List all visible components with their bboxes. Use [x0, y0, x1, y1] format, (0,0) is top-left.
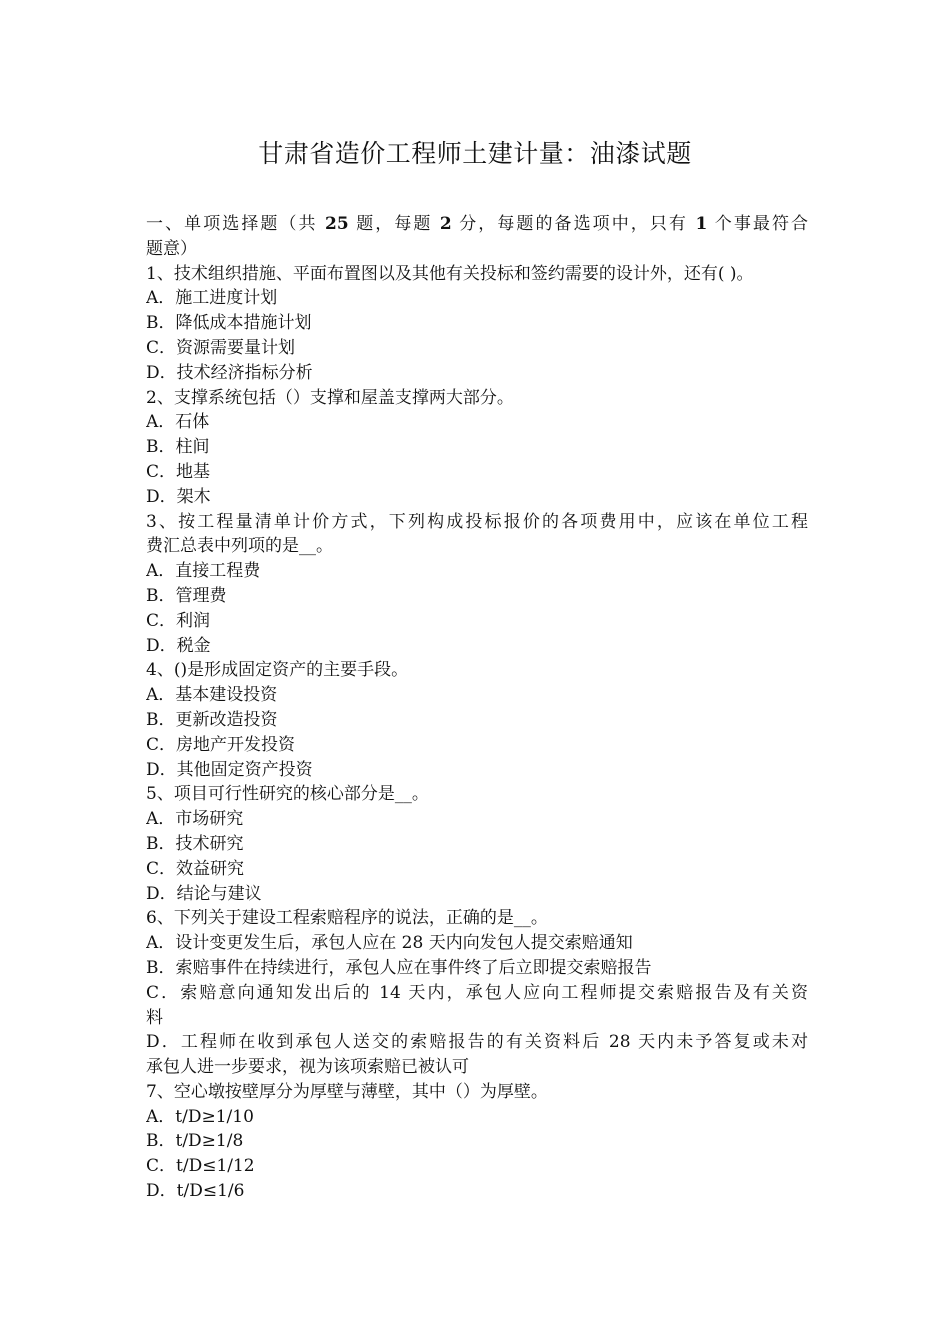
answer-option-continued: 承包人进一步要求，视为该项索赔已被认可 [146, 1057, 469, 1078]
document-title: 甘肃省造价工程师土建计量：油漆试题 [258, 139, 692, 168]
answer-option: D．其他固定资产投资 [146, 759, 313, 780]
answer-option: B．管理费 [146, 585, 227, 606]
answer-option-continued: 料 [146, 1007, 163, 1028]
question-stem: 4、()是形成固定资产的主要手段。 [146, 660, 409, 681]
answer-option: C．效益研究 [146, 858, 245, 879]
answer-option: D．结论与建议 [146, 883, 262, 904]
question-stem: 6、下列关于建设工程索赔程序的说法，正确的是__。 [146, 908, 548, 929]
answer-option: C．索赔意向通知发出后的 14 天内，承包人应向工程师提交索赔报告及有关资 [146, 982, 808, 1003]
answer-option: C．利润 [146, 610, 211, 631]
answer-option: B．技术研究 [146, 833, 244, 854]
answer-option: A．石体 [146, 412, 210, 433]
question-stem: 3、按工程量清单计价方式，下列构成投标报价的各项费用中，应该在单位工程 [146, 511, 808, 532]
section-heading-continued: 题意） [146, 238, 197, 259]
answer-option: B．降低成本措施计划 [146, 313, 312, 334]
answer-option: A．直接工程费 [146, 561, 261, 582]
answer-option: B．柱间 [146, 437, 210, 458]
answer-option: A．市场研究 [146, 809, 244, 830]
answer-option: B．t/D≥1/8 [146, 1131, 244, 1152]
question-stem: 2、支撑系统包括（）支撑和屋盖支撑两大部分。 [146, 387, 514, 408]
answer-option: A．基本建设投资 [146, 685, 278, 706]
answer-option: C．t/D≤1/12 [146, 1156, 255, 1177]
answer-option: C．房地产开发投资 [146, 734, 296, 755]
answer-option: D．t/D≤1/6 [146, 1181, 245, 1202]
answer-option: B．更新改造投资 [146, 709, 278, 730]
answer-option: A．设计变更发生后，承包人应在 28 天内向发包人提交索赔通知 [146, 933, 633, 954]
answer-option: A．t/D≥1/10 [146, 1106, 254, 1127]
answer-option: D．架木 [146, 486, 211, 507]
answer-option: D．工程师在收到承包人送交的索赔报告的有关资料后 28 天内未予答复或未对 [146, 1032, 808, 1053]
answer-option: A．施工进度计划 [146, 288, 278, 309]
section-heading: 一、单项选择题（共 25 题，每题 2 分，每题的备选项中，只有 1 个事最符合 [146, 214, 808, 234]
answer-option: D．税金 [146, 635, 211, 656]
document-body [146, 212, 808, 1204]
question-stem: 1、技术组织措施、平面布置图以及其他有关投标和签约需要的设计外，还有( )。 [146, 263, 754, 284]
answer-option: B．索赔事件在持续进行，承包人应在事件终了后立即提交索赔报告 [146, 957, 652, 978]
question-stem: 7、空心墩按壁厚分为厚壁与薄壁，其中（）为厚壁。 [146, 1081, 548, 1102]
question-stem: 5、项目可行性研究的核心部分是__。 [146, 784, 429, 805]
answer-option: D．技术经济指标分析 [146, 362, 313, 383]
question-stem-continued: 费汇总表中列项的是__。 [146, 536, 333, 557]
answer-option: C．资源需要量计划 [146, 337, 296, 358]
answer-option: C．地基 [146, 461, 211, 482]
